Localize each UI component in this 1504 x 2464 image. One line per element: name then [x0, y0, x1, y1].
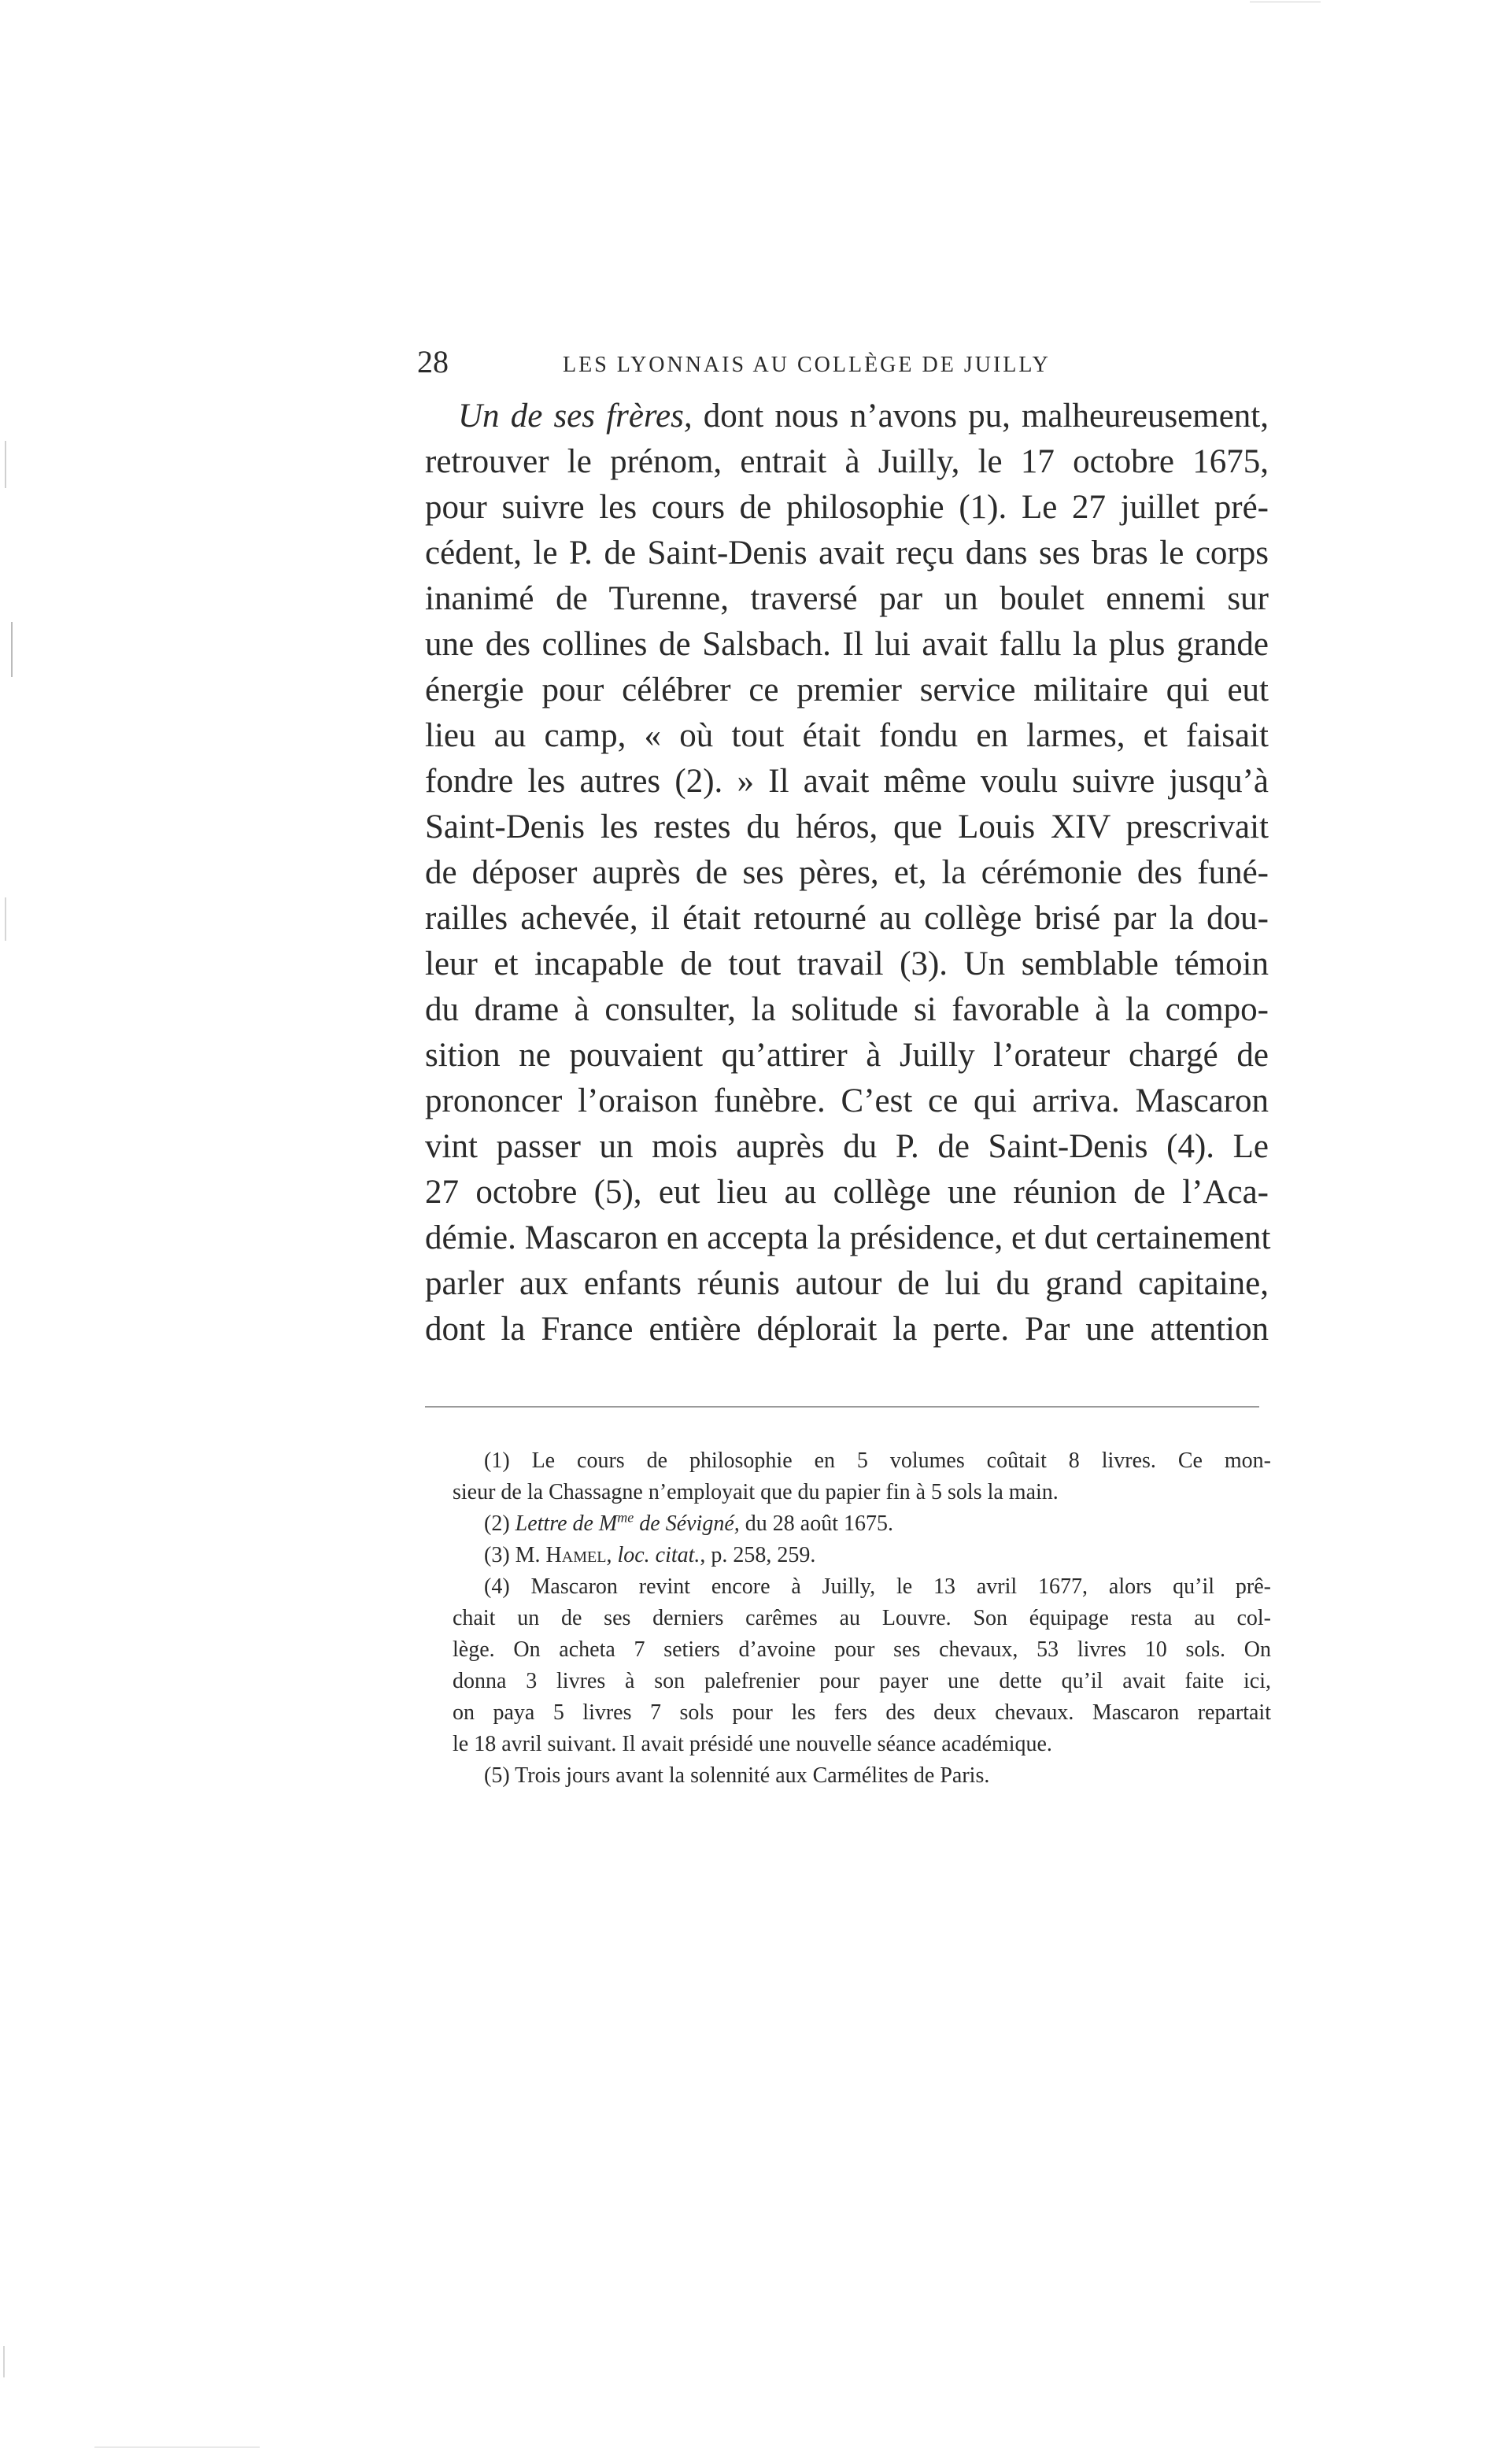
- scan-margin-mark: [5, 441, 6, 488]
- footnote-2-title-end: de Sévigné,: [634, 1511, 740, 1536]
- text-line: une des collines de Salsbach. Il lui avait fallu la plus grande: [425, 626, 1269, 663]
- footnote-4-line: le 18 avril suivant. Il avait présidé une nouvelle séance académique.: [453, 1732, 1052, 1756]
- footnote-rule: [425, 1406, 1259, 1408]
- scan-margin-mark: [5, 897, 6, 941]
- text-line: retrouver le prénom, entrait à Juilly, le 17 octobre 1675,: [425, 443, 1269, 480]
- main-text: [425, 394, 1269, 1352]
- footnote-4-line: chait un de ses derniers carêmes au Louvre. Son équipage resta au col-: [453, 1606, 1271, 1630]
- text-line: dont la France entière déplorait la perte. Par une attention: [425, 1311, 1269, 1348]
- footnote-2: [453, 1508, 1271, 1540]
- text-line: pour suivre les cours de philosophie (1). Le 27 juillet pré-: [425, 489, 1269, 526]
- italic-phrase: Un de ses frères,: [458, 398, 693, 435]
- text-line: vint passer un mois auprès du P. de Saint-Denis (4). Le: [425, 1128, 1269, 1165]
- page-number: 28: [417, 344, 449, 379]
- text-line: du drame à consulter, la solitude si favorable à la compo-: [425, 991, 1269, 1028]
- footnote-4-line: on paya 5 livres 7 sols pour les fers des deux chevaux. Mascaron repartait: [453, 1700, 1271, 1725]
- text-line: Saint-Denis les restes du héros, que Louis XIV prescrivait: [425, 808, 1269, 845]
- footnote-1-line: sieur de la Chassagne n’employait que du papier fin à 5 sols la main.: [453, 1480, 1059, 1504]
- text-line: 27 octobre (5), eut lieu au collège une réunion de l’Aca-: [425, 1174, 1269, 1211]
- footnote-3-number: (3) M.: [484, 1543, 541, 1567]
- running-header: [417, 339, 1283, 386]
- text-line: de déposer auprès de ses pères, et, la cérémonie des funé-: [425, 854, 1269, 891]
- footnote-2-date: du 28 août 1675.: [739, 1511, 893, 1536]
- footnote-3-sep: ,: [606, 1543, 612, 1567]
- footnote-2-number: (2): [484, 1511, 510, 1536]
- footnote-3-citation: loc. citat.: [612, 1543, 700, 1567]
- scan-margin-mark: [11, 622, 13, 677]
- footnote-2-title: Lettre de M: [515, 1511, 618, 1536]
- footnote-3-author: Hamel: [545, 1543, 607, 1567]
- text-line: lieu au camp, « où tout était fondu en larmes, et faisait: [425, 717, 1269, 754]
- footnote-4-line: (4) Mascaron revint encore à Juilly, le 13 avril 1677, alors qu’il prê-: [484, 1574, 1271, 1599]
- text-line: fondre les autres (2). » Il avait même voulu suivre jusqu’à: [425, 763, 1269, 800]
- footnote-4-line: lège. On acheta 7 setiers d’avoine pour ses chevaux, 53 livres 10 sols. On: [453, 1637, 1271, 1662]
- footnote-4-line: donna 3 livres à son palefrenier pour payer une dette qu’il avait faite ici,: [453, 1669, 1271, 1693]
- footnotes: [453, 1445, 1271, 1792]
- footnote-3: [453, 1540, 1271, 1571]
- text-line: prononcer l’oraison funèbre. C’est ce qui arriva. Mascaron: [425, 1082, 1269, 1119]
- text-line: démie. Mascaron en accepta la présidence, et dut certainement: [425, 1219, 1271, 1256]
- footnote-2-superscript: me: [617, 1509, 634, 1526]
- text-line: inanimé de Turenne, traversé par un boulet ennemi sur: [425, 580, 1269, 617]
- scan-margin-mark: [3, 2346, 5, 2377]
- running-title: LES LYONNAIS AU COLLÈGE DE JUILLY: [563, 353, 1051, 377]
- text-line-content: dont nous n’avons pu, malheureusement,: [692, 398, 1269, 435]
- footnote-5-line: (5) Trois jours avant la solennité aux Carmélites de Paris.: [484, 1763, 990, 1788]
- text-line: railles achevée, il était retourné au collège brisé par la dou-: [425, 900, 1269, 937]
- text-line: cédent, le P. de Saint-Denis avait reçu dans ses bras le corps: [425, 535, 1269, 572]
- text-line: énergie pour célébrer ce premier service militaire qui eut: [425, 671, 1269, 708]
- text-line: parler aux enfants réunis autour de lui du grand capitaine,: [425, 1265, 1269, 1302]
- text-line: sition ne pouvaient qu’attirer à Juilly l’orateur chargé de: [425, 1037, 1269, 1074]
- footnote-3-pages: , p. 258, 259.: [700, 1543, 816, 1567]
- footnote-1-line: (1) Le cours de philosophie en 5 volumes coûtait 8 livres. Ce mon-: [484, 1448, 1271, 1473]
- text-line: [425, 394, 1269, 439]
- text-line: leur et incapable de tout travail (3). Un semblable témoin: [425, 945, 1269, 982]
